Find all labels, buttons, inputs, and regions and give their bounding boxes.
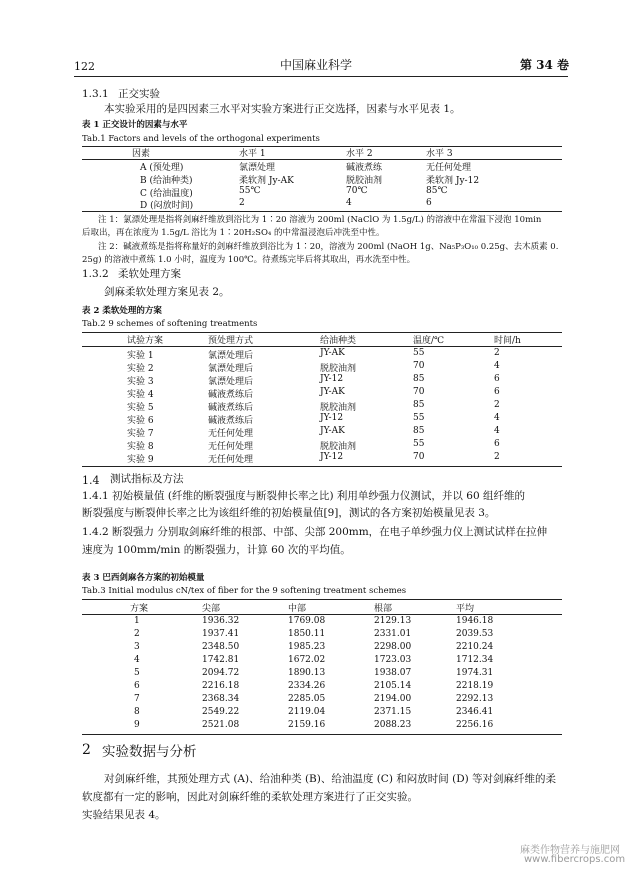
table-1-note-1-cont: 后取出，再在浓度为 1.5g/L 浴比为 1∶20H₂SO₄ 的中常温浸泡后冲洗至中性。 <box>82 228 385 238</box>
table-3-cell: 1742.81 <box>202 655 240 665</box>
table-1-cell: 无任何处理 <box>426 163 472 173</box>
table-1-top-rule <box>82 146 562 147</box>
table-3-cell: 2368.34 <box>202 694 240 704</box>
paragraph-1-4-2: 1.4.2 断裂强力 分别取剑麻纤维的根部、中部、尖部 200mm，在电子单纱强力仪上测试试样在拉伸 <box>82 526 548 538</box>
table-2-cell: 70 <box>413 387 425 397</box>
table-2-cell: JY-12 <box>320 452 344 462</box>
table-1-cell: D (闷放时间) <box>140 201 194 211</box>
table-3-cell: 2331.01 <box>374 629 412 639</box>
table-3-caption-cn: 表 3 巴西剑麻各方案的初始模量 <box>82 573 205 583</box>
table-3-cell: 2216.18 <box>202 681 240 691</box>
table-3-cell: 7 <box>134 694 140 704</box>
table-1-cell: 氯漂处理 <box>239 163 276 173</box>
table-2-cell: 氯漂处理后 <box>208 364 254 374</box>
table-2-cell: 70 <box>413 361 425 371</box>
table-3-cell: 8 <box>134 707 140 717</box>
table-3-cell: 2039.53 <box>456 629 494 639</box>
paragraph-3: 对剑麻纤维，其预处理方式 (A)、给油种类 (B)、给油温度 (C) 和闷放时间 (D) 等对剑麻纤维的柔 <box>104 773 557 785</box>
paragraph-1-4-2-cont: 速度为 100mm/min 的断裂强力，计算 60 次的平均值。 <box>82 544 351 556</box>
table-2-cell: 无任何处理 <box>208 455 254 465</box>
table-3-cell: 1723.03 <box>374 655 412 665</box>
paragraph-1-4-1: 1.4.1 初始模量值 (纤维的断裂强度与断裂伸长率之比) 利用单纱强力仪测试，并以 60 组纤维的 <box>82 490 525 502</box>
table-3-cell: 2 <box>134 629 140 639</box>
table-1-header-cell: 水平 3 <box>426 149 453 159</box>
table-3-cell: 2210.24 <box>456 642 494 652</box>
paragraph-2: 剑麻柔软处理方案见表 2。 <box>104 286 230 298</box>
table-3-cell: 1937.41 <box>202 629 240 639</box>
header-rule <box>74 76 568 77</box>
table-2-cell: 70 <box>413 452 425 462</box>
table-2-cell: 碱液煮练后 <box>208 403 254 413</box>
journal-title: 中国麻业科学 <box>280 58 353 72</box>
table-1-cell: 70℃ <box>346 186 368 196</box>
table-2-cell: 无任何处理 <box>208 429 254 439</box>
table-2-cell: 无任何处理 <box>208 442 254 452</box>
table-2-header-cell: 温度/℃ <box>413 336 445 346</box>
table-3-header-cell: 尖部 <box>202 604 221 614</box>
table-2-cell: 实验 1 <box>127 351 154 361</box>
table-3-header-cell: 中部 <box>288 604 307 614</box>
table-2-cell: 脱胶油剂 <box>320 364 357 374</box>
table-2-header-cell: 预处理方式 <box>208 336 254 346</box>
table-2-cell: 85 <box>413 400 425 410</box>
table-3-cell: 2094.72 <box>202 668 240 678</box>
table-3-cell: 1672.02 <box>288 655 326 665</box>
table-2-cell: 4 <box>494 361 500 371</box>
table-2-cell: JY-12 <box>320 374 344 384</box>
table-1-cell: 85℃ <box>426 186 448 196</box>
section-1-4-number: 1.4 <box>82 474 100 487</box>
table-2-caption-en: Tab.2 9 schemes of softening treatments <box>82 319 258 329</box>
section-1-4-title: 测试指标及方法 <box>110 473 184 485</box>
table-3-cell: 1769.08 <box>288 616 326 626</box>
table-2-header-cell: 时间/h <box>494 336 521 346</box>
table-2-cell: 6 <box>494 439 500 449</box>
table-3-cell: 1974.31 <box>456 668 494 678</box>
table-3-cell: 2218.19 <box>456 681 494 691</box>
table-2-cell: 实验 4 <box>127 390 154 400</box>
table-1-caption-cn: 表 1 正交设计的因素与水平 <box>82 120 188 130</box>
table-3-cell: 1985.23 <box>288 642 326 652</box>
table-1-cell: 2 <box>239 198 245 208</box>
table-2-cell: 实验 3 <box>127 377 154 387</box>
table-1-cell: C (给油温度) <box>140 189 193 199</box>
table-2-cell: 4 <box>494 426 500 436</box>
table-3-cell: 2285.05 <box>288 694 326 704</box>
table-3-cell: 2334.26 <box>288 681 326 691</box>
table-3-cell: 2298.00 <box>374 642 412 652</box>
table-3-header-cell: 方案 <box>130 604 149 614</box>
section-1-3-2-title: 柔软处理方案 <box>118 268 181 280</box>
table-2-cell: 实验 5 <box>127 403 154 413</box>
table-2-header-cell: 给油种类 <box>320 336 357 346</box>
table-2-cell: 55 <box>413 413 425 423</box>
table-3-header-cell: 根部 <box>374 604 393 614</box>
watermark-cn: 麻类作物营养与施肥网 <box>520 845 620 856</box>
paragraph-3-cont: 软度都有一定的影响，因此对剑麻纤维的柔软处理方案进行了正交实验。 <box>82 791 418 803</box>
table-1-caption-en: Tab.1 Factors and levels of the orthogonal experiments <box>82 134 320 144</box>
table-3-cell: 4 <box>134 655 140 665</box>
table-3-top-rule <box>82 599 562 600</box>
table-2-cell: 6 <box>494 374 500 384</box>
table-3-cell: 2194.00 <box>374 694 412 704</box>
table-3-cell: 1850.11 <box>288 629 326 639</box>
table-3-cell: 1712.34 <box>456 655 494 665</box>
table-2-cell: JY-AK <box>320 348 345 358</box>
section-1-3-2-number: 1.3.2 <box>82 268 109 280</box>
page-number: 122 <box>74 60 95 73</box>
table-2-bottom-rule <box>82 466 562 467</box>
table-3-cell: 6 <box>134 681 140 691</box>
table-3-cell: 1946.18 <box>456 616 494 626</box>
table-2-cell: JY-AK <box>320 387 345 397</box>
table-2-cell: 2 <box>494 348 500 358</box>
table-2-cell: 2 <box>494 400 500 410</box>
table-1-cell: B (给油种类) <box>140 176 193 186</box>
paragraph-3-cont-2: 实验结果见表 4。 <box>82 809 166 821</box>
table-2-cell: 85 <box>413 374 425 384</box>
table-2-cell: 85 <box>413 426 425 436</box>
table-3-cell: 2159.16 <box>288 720 326 730</box>
table-1-note-2: 注 2：碱液煮练是指将称量好的剑麻纤维放到浴比为 1∶20，溶液为 200ml (NaOH 1g、Na₅P₃O₁₀ 0.25g、去木质素 0. <box>98 242 559 252</box>
table-2-caption-cn: 表 2 柔软处理的方案 <box>82 306 162 316</box>
table-3-cell: 2521.08 <box>202 720 240 730</box>
table-1-cell: 碱液煮练 <box>346 163 383 173</box>
table-3-cell: 2129.13 <box>374 616 412 626</box>
table-2-cell: 氯漂处理后 <box>208 377 254 387</box>
table-2-cell: JY-12 <box>320 413 344 423</box>
paragraph-1: 本实验采用的是四因素三水平对实验方案进行正交选择，因素与水平见表 1。 <box>104 103 461 115</box>
table-3-cell: 2119.04 <box>288 707 326 717</box>
table-1-cell: 柔软剂 Jy-AK <box>239 176 294 186</box>
section-2-number: 2 <box>82 742 91 758</box>
table-1-cell: 4 <box>346 198 352 208</box>
table-3-cell: 2256.16 <box>456 720 494 730</box>
table-1-note-1: 注 1：氯漂处理是指将剑麻纤维放到浴比为 1∶20 溶液为 200ml (NaClO 为 1.5g/L) 的溶液中在常温下浸泡 10min <box>98 215 542 225</box>
table-3-cell: 1936.32 <box>202 616 240 626</box>
table-2-cell: 氯漂处理后 <box>208 351 254 361</box>
table-2-cell: 55 <box>413 439 425 449</box>
table-1-cell: 6 <box>426 198 432 208</box>
table-3-caption-en: Tab.3 Initial modulus cN/tex of fiber for the 9 softening treatment schemes <box>82 586 407 596</box>
table-2-cell: 碱液煮练后 <box>208 416 254 426</box>
table-3-bottom-rule <box>82 734 562 735</box>
paragraph-1-4-1-cont: 断裂强度与断裂伸长率之比为该组纤维的初始模量值[9]，测试的各方案初始模量见表 3。 <box>82 507 496 519</box>
table-2-cell: 脱胶油剂 <box>320 442 357 452</box>
table-1-header-cell: 因素 <box>132 149 151 159</box>
table-1-cell: 55℃ <box>239 186 261 196</box>
table-1-cell: A (预处理) <box>140 163 184 173</box>
table-2-header-cell: 试验方案 <box>127 336 164 346</box>
section-1-3-1-number: 1.3.1 <box>82 88 109 100</box>
table-3-cell: 2549.22 <box>202 707 240 717</box>
table-1-header-cell: 水平 1 <box>239 149 266 159</box>
table-2-cell: 实验 7 <box>127 429 154 439</box>
table-2-cell: 碱液煮练后 <box>208 390 254 400</box>
table-1-header-cell: 水平 2 <box>346 149 373 159</box>
table-1-bottom-rule <box>82 211 562 212</box>
section-2-title: 实验数据与分析 <box>102 744 197 760</box>
table-3-cell: 3 <box>134 642 140 652</box>
table-3-cell: 2088.23 <box>374 720 412 730</box>
watermark-url: www.fibercrops.com <box>524 854 626 865</box>
table-3-cell: 1938.07 <box>374 668 412 678</box>
table-2-cell: 6 <box>494 387 500 397</box>
table-3-cell: 5 <box>134 668 140 678</box>
volume-label: 第 34 卷 <box>520 58 570 72</box>
table-2-cell: 实验 6 <box>127 416 154 426</box>
table-3-cell: 2348.50 <box>202 642 240 652</box>
table-3-cell: 2371.15 <box>374 707 412 717</box>
table-3-cell: 9 <box>134 720 140 730</box>
table-2-cell: 2 <box>494 452 500 462</box>
table-3-header-rule <box>82 614 562 615</box>
section-1-3-1-title: 正交实验 <box>118 88 160 100</box>
table-3-cell: 2292.13 <box>456 694 494 704</box>
table-2-cell: 实验 2 <box>127 364 154 374</box>
table-2-cell: JY-AK <box>320 426 345 436</box>
table-3-header-cell: 平均 <box>456 604 475 614</box>
table-3-cell: 1890.13 <box>288 668 326 678</box>
table-2-cell: 4 <box>494 413 500 423</box>
table-2-cell: 实验 9 <box>127 455 154 465</box>
table-2-cell: 脱胶油剂 <box>320 403 357 413</box>
table-2-cell: 55 <box>413 348 425 358</box>
table-3-cell: 2105.14 <box>374 681 412 691</box>
table-3-cell: 1 <box>134 616 140 626</box>
table-2-header-rule <box>82 346 562 347</box>
table-1-note-2-cont: 25g) 的溶液中煮练 1.0 小时，温度为 100℃。待煮练完毕后将其取出，再水洗至中性。 <box>82 255 416 265</box>
table-1-cell: 柔软剂 Jy-12 <box>426 176 480 186</box>
table-3-cell: 2346.41 <box>456 707 494 717</box>
table-1-cell: 脱胶油剂 <box>346 176 383 186</box>
table-2-cell: 实验 8 <box>127 442 154 452</box>
